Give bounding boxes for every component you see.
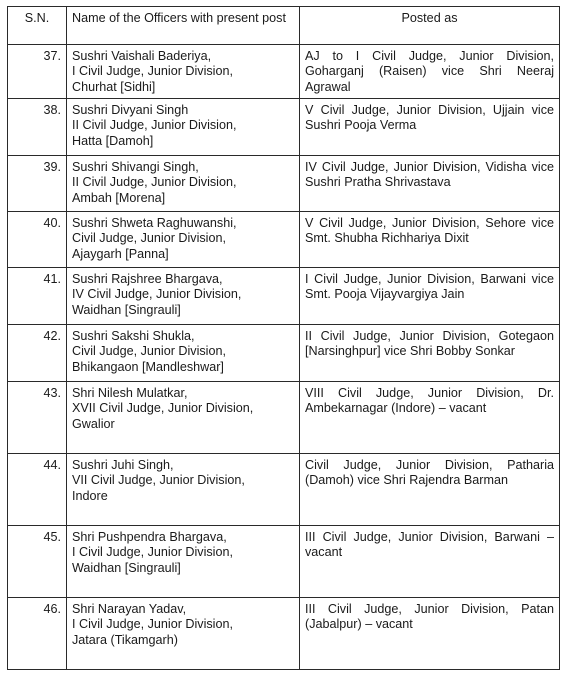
column-header-posted-as: Posted as bbox=[300, 7, 560, 45]
serial-number: 43. bbox=[8, 382, 67, 454]
present-location: Churhat [Sidhi] bbox=[72, 79, 156, 94]
serial-number: 45. bbox=[8, 526, 67, 598]
officer-name: Shri Nilesh Mulatkar, bbox=[72, 386, 188, 400]
officer-name-cell bbox=[67, 325, 300, 382]
present-location: Jatara (Tikamgarh) bbox=[72, 632, 178, 647]
officer-name-cell bbox=[67, 454, 300, 526]
posted-as-text: III Civil Judge, Junior Division, Patan (Jabalpur) – vacant bbox=[305, 602, 554, 632]
posted-as-cell bbox=[300, 598, 560, 670]
posted-as-cell bbox=[300, 268, 560, 325]
officer-name-cell bbox=[67, 45, 300, 99]
present-post: I Civil Judge, Junior Division, bbox=[72, 64, 233, 79]
table-row bbox=[8, 325, 560, 382]
posted-as-text: AJ to I Civil Judge, Junior Division, Goharganj (Raisen) vice Shri Neeraj Agrawal bbox=[305, 49, 554, 94]
serial-number: 40. bbox=[8, 212, 67, 268]
table-header-row bbox=[8, 7, 560, 45]
posted-as-text: VIII Civil Judge, Junior Division, Dr. Ambekarnagar (Indore) – vacant bbox=[305, 386, 554, 416]
present-location: Indore bbox=[72, 488, 108, 503]
serial-number: 38. bbox=[8, 99, 67, 156]
serial-number: 37. bbox=[8, 45, 67, 99]
present-post: XVII Civil Judge, Junior Division, bbox=[72, 401, 254, 416]
table-row bbox=[8, 598, 560, 670]
column-header-sn: S.N. bbox=[8, 7, 67, 45]
present-post: Civil Judge, Junior Division, bbox=[72, 344, 226, 359]
present-post: IV Civil Judge, Junior Division, bbox=[72, 287, 242, 302]
posted-as-cell bbox=[300, 382, 560, 454]
officer-posting-table bbox=[7, 6, 560, 670]
officer-name: Shri Narayan Yadav, bbox=[72, 602, 187, 616]
officer-name-cell bbox=[67, 598, 300, 670]
present-location: Ajaygarh [Panna] bbox=[72, 246, 169, 261]
officer-name-cell bbox=[67, 526, 300, 598]
officer-name: Sushri Rajshree Bhargava, bbox=[72, 272, 223, 286]
posted-as-text: IV Civil Judge, Junior Division, Vidisha vice Sushri Pratha Shrivastava bbox=[305, 160, 554, 190]
present-location: Bhikangaon [Mandleshwar] bbox=[72, 359, 224, 374]
table-row bbox=[8, 99, 560, 156]
present-post: II Civil Judge, Junior Division, bbox=[72, 118, 237, 133]
posted-as-text: V Civil Judge, Junior Division, Ujjain vice Sushri Pooja Verma bbox=[305, 103, 554, 133]
present-post: Civil Judge, Junior Division, bbox=[72, 231, 226, 246]
present-location: Ambah [Morena] bbox=[72, 190, 166, 205]
posted-as-cell bbox=[300, 526, 560, 598]
serial-number: 44. bbox=[8, 454, 67, 526]
serial-number: 39. bbox=[8, 156, 67, 212]
officer-name-cell bbox=[67, 268, 300, 325]
officer-name: Sushri Shweta Raghuwanshi, bbox=[72, 216, 237, 230]
posted-as-cell bbox=[300, 45, 560, 99]
table-row bbox=[8, 156, 560, 212]
present-location: Waidhan [Singrauli] bbox=[72, 560, 181, 575]
table-row bbox=[8, 454, 560, 526]
posted-as-cell bbox=[300, 454, 560, 526]
officer-name: Sushri Shivangi Singh, bbox=[72, 160, 199, 174]
serial-number: 46. bbox=[8, 598, 67, 670]
present-post: I Civil Judge, Junior Division, bbox=[72, 545, 233, 560]
table-row bbox=[8, 526, 560, 598]
posted-as-cell bbox=[300, 156, 560, 212]
posted-as-text: III Civil Judge, Junior Division, Barwani – vacant bbox=[305, 530, 554, 560]
posted-as-text: I Civil Judge, Junior Division, Barwani vice Smt. Pooja Vijayvargiya Jain bbox=[305, 272, 554, 302]
posted-as-cell bbox=[300, 325, 560, 382]
posted-as-text: V Civil Judge, Junior Division, Sehore vice Smt. Shubha Richhariya Dixit bbox=[305, 216, 554, 246]
serial-number: 42. bbox=[8, 325, 67, 382]
officer-name: Sushri Sakshi Shukla, bbox=[72, 329, 195, 343]
present-location: Waidhan [Singrauli] bbox=[72, 302, 181, 317]
posted-as-text: II Civil Judge, Junior Division, Gotegaon [Narsinghpur] vice Shri Bobby Sonkar bbox=[305, 329, 554, 359]
table-row bbox=[8, 212, 560, 268]
officer-name-cell bbox=[67, 99, 300, 156]
present-post: I Civil Judge, Junior Division, bbox=[72, 617, 233, 632]
officer-name: Sushri Vaishali Baderiya, bbox=[72, 49, 212, 63]
present-post: II Civil Judge, Junior Division, bbox=[72, 175, 237, 190]
officer-name-cell bbox=[67, 382, 300, 454]
posted-as-text: Civil Judge, Junior Division, Patharia (Damoh) vice Shri Rajendra Barman bbox=[305, 458, 554, 488]
officer-name-cell bbox=[67, 212, 300, 268]
officer-name: Sushri Divyani Singh bbox=[72, 103, 189, 117]
serial-number: 41. bbox=[8, 268, 67, 325]
table-row bbox=[8, 382, 560, 454]
present-location: Hatta [Damoh] bbox=[72, 133, 154, 148]
present-location: Gwalior bbox=[72, 416, 115, 431]
posted-as-cell bbox=[300, 99, 560, 156]
column-header-officer-name: Name of the Officers with present post bbox=[67, 7, 300, 45]
officer-name: Shri Pushpendra Bhargava, bbox=[72, 530, 227, 544]
posted-as-cell bbox=[300, 212, 560, 268]
present-post: VII Civil Judge, Junior Division, bbox=[72, 473, 245, 488]
table-row bbox=[8, 45, 560, 99]
table-row bbox=[8, 268, 560, 325]
officer-name: Sushri Juhi Singh, bbox=[72, 458, 174, 472]
officer-name-cell bbox=[67, 156, 300, 212]
